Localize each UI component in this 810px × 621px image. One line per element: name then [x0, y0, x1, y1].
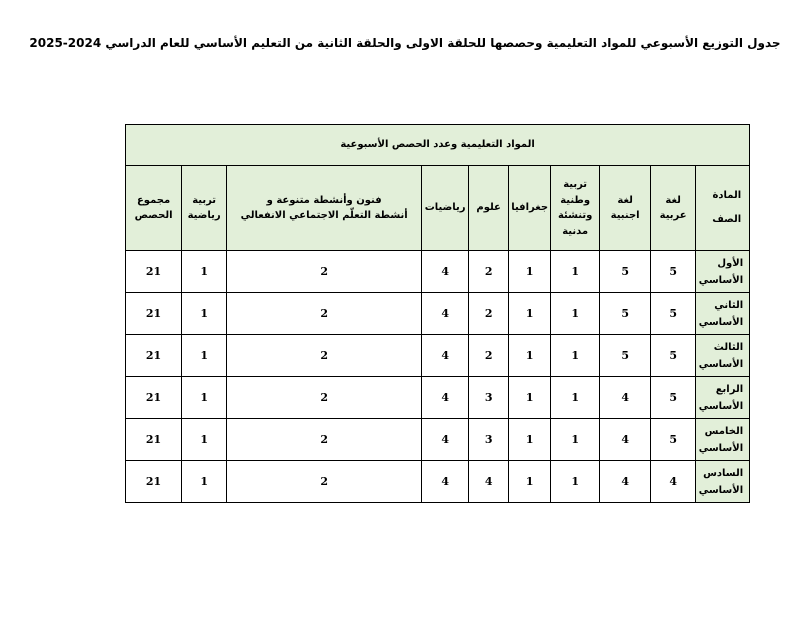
period-count-cell: 1 [182, 377, 227, 419]
table-row [126, 335, 750, 377]
period-count-cell: 5 [600, 251, 651, 293]
subject-header-3: تربية وطنية وتنشئة مدنية [551, 166, 600, 251]
period-count-cell: 4 [600, 461, 651, 503]
document-title: جدول التوزيع الأسبوعي للمواد التعليمية وحصصها للحلقة الاولى والحلقة الثانية من التعليم الأساسي للعام الدراسي 2024-2025 [29, 36, 781, 50]
period-count-cell: 5 [600, 335, 651, 377]
grade-label: الأول الأساسي [696, 251, 750, 293]
period-count-cell: 4 [651, 461, 696, 503]
subject-header-8: تربية رياضية [182, 166, 227, 251]
corner-header-cell [696, 166, 750, 251]
table-body [126, 251, 750, 503]
period-count-cell: 2 [469, 335, 509, 377]
period-count-cell: 1 [551, 377, 600, 419]
table-header-band [126, 125, 750, 166]
period-count-cell: 2 [469, 251, 509, 293]
period-count-cell: 1 [182, 461, 227, 503]
subject-header-5: علوم [469, 166, 509, 251]
subject-header-2: لغة اجنبية [600, 166, 651, 251]
period-count-cell: 1 [509, 377, 551, 419]
period-count-cell: 1 [182, 293, 227, 335]
period-count-cell: 1 [509, 461, 551, 503]
period-count-cell: 1 [182, 335, 227, 377]
period-count-cell: 21 [126, 251, 182, 293]
period-count-cell: 21 [126, 377, 182, 419]
period-count-cell: 3 [469, 419, 509, 461]
subject-header-row [126, 166, 750, 251]
period-count-cell: 1 [551, 251, 600, 293]
period-count-cell: 2 [227, 461, 422, 503]
subject-header-4: جغرافيا [509, 166, 551, 251]
period-count-cell: 2 [227, 377, 422, 419]
period-count-cell: 4 [422, 377, 469, 419]
period-count-cell: 3 [469, 377, 509, 419]
period-count-cell: 4 [422, 419, 469, 461]
period-count-cell: 5 [600, 293, 651, 335]
period-count-cell: 1 [551, 335, 600, 377]
grade-label: الخامس الأساسي [696, 419, 750, 461]
period-count-cell: 21 [126, 293, 182, 335]
period-count-cell: 5 [651, 251, 696, 293]
period-count-cell: 1 [551, 461, 600, 503]
period-count-cell: 1 [182, 251, 227, 293]
period-count-cell: 1 [182, 419, 227, 461]
period-count-cell: 2 [227, 419, 422, 461]
table-row [126, 461, 750, 503]
period-count-cell: 5 [651, 293, 696, 335]
period-count-cell: 1 [551, 419, 600, 461]
grade-label: الثالث الأساسي [696, 335, 750, 377]
period-count-cell: 1 [509, 419, 551, 461]
table-header-title: المواد التعليمية وعدد الحصص الأسبوعية [126, 125, 750, 166]
period-count-cell: 1 [509, 335, 551, 377]
period-count-cell: 4 [600, 377, 651, 419]
period-count-cell: 2 [227, 335, 422, 377]
period-count-cell: 1 [509, 293, 551, 335]
table-row [126, 293, 750, 335]
subject-header-6: رياضيات [422, 166, 469, 251]
period-count-cell: 1 [551, 293, 600, 335]
period-count-cell: 4 [422, 335, 469, 377]
period-count-cell: 2 [227, 251, 422, 293]
grade-label: السادس الأساسي [696, 461, 750, 503]
period-count-cell: 1 [509, 251, 551, 293]
grade-label: الثاني الأساسي [696, 293, 750, 335]
subject-header-1: لغة عربية [651, 166, 696, 251]
period-count-cell: 4 [469, 461, 509, 503]
subject-header-7: فنون وأنشطة متنوعة و أنشطة التعلّم الاجتماعي الانفعالي [227, 166, 422, 251]
table-row [126, 251, 750, 293]
period-count-cell: 5 [651, 335, 696, 377]
period-count-cell: 4 [422, 251, 469, 293]
period-count-cell: 21 [126, 335, 182, 377]
period-count-cell: 5 [651, 377, 696, 419]
period-count-cell: 4 [600, 419, 651, 461]
period-count-cell: 4 [422, 293, 469, 335]
weekly-schedule-table [125, 124, 750, 503]
period-count-cell: 4 [422, 461, 469, 503]
period-count-cell: 21 [126, 419, 182, 461]
period-count-cell: 5 [651, 419, 696, 461]
table-row [126, 419, 750, 461]
grade-label: الرابع الأساسي [696, 377, 750, 419]
period-count-cell: 2 [227, 293, 422, 335]
corner-subject-label: المادة [712, 190, 742, 201]
subject-header-9: مجموع الحصص [126, 166, 182, 251]
table-row [126, 377, 750, 419]
period-count-cell: 2 [469, 293, 509, 335]
period-count-cell: 21 [126, 461, 182, 503]
corner-grade-label: الصف [712, 214, 742, 225]
